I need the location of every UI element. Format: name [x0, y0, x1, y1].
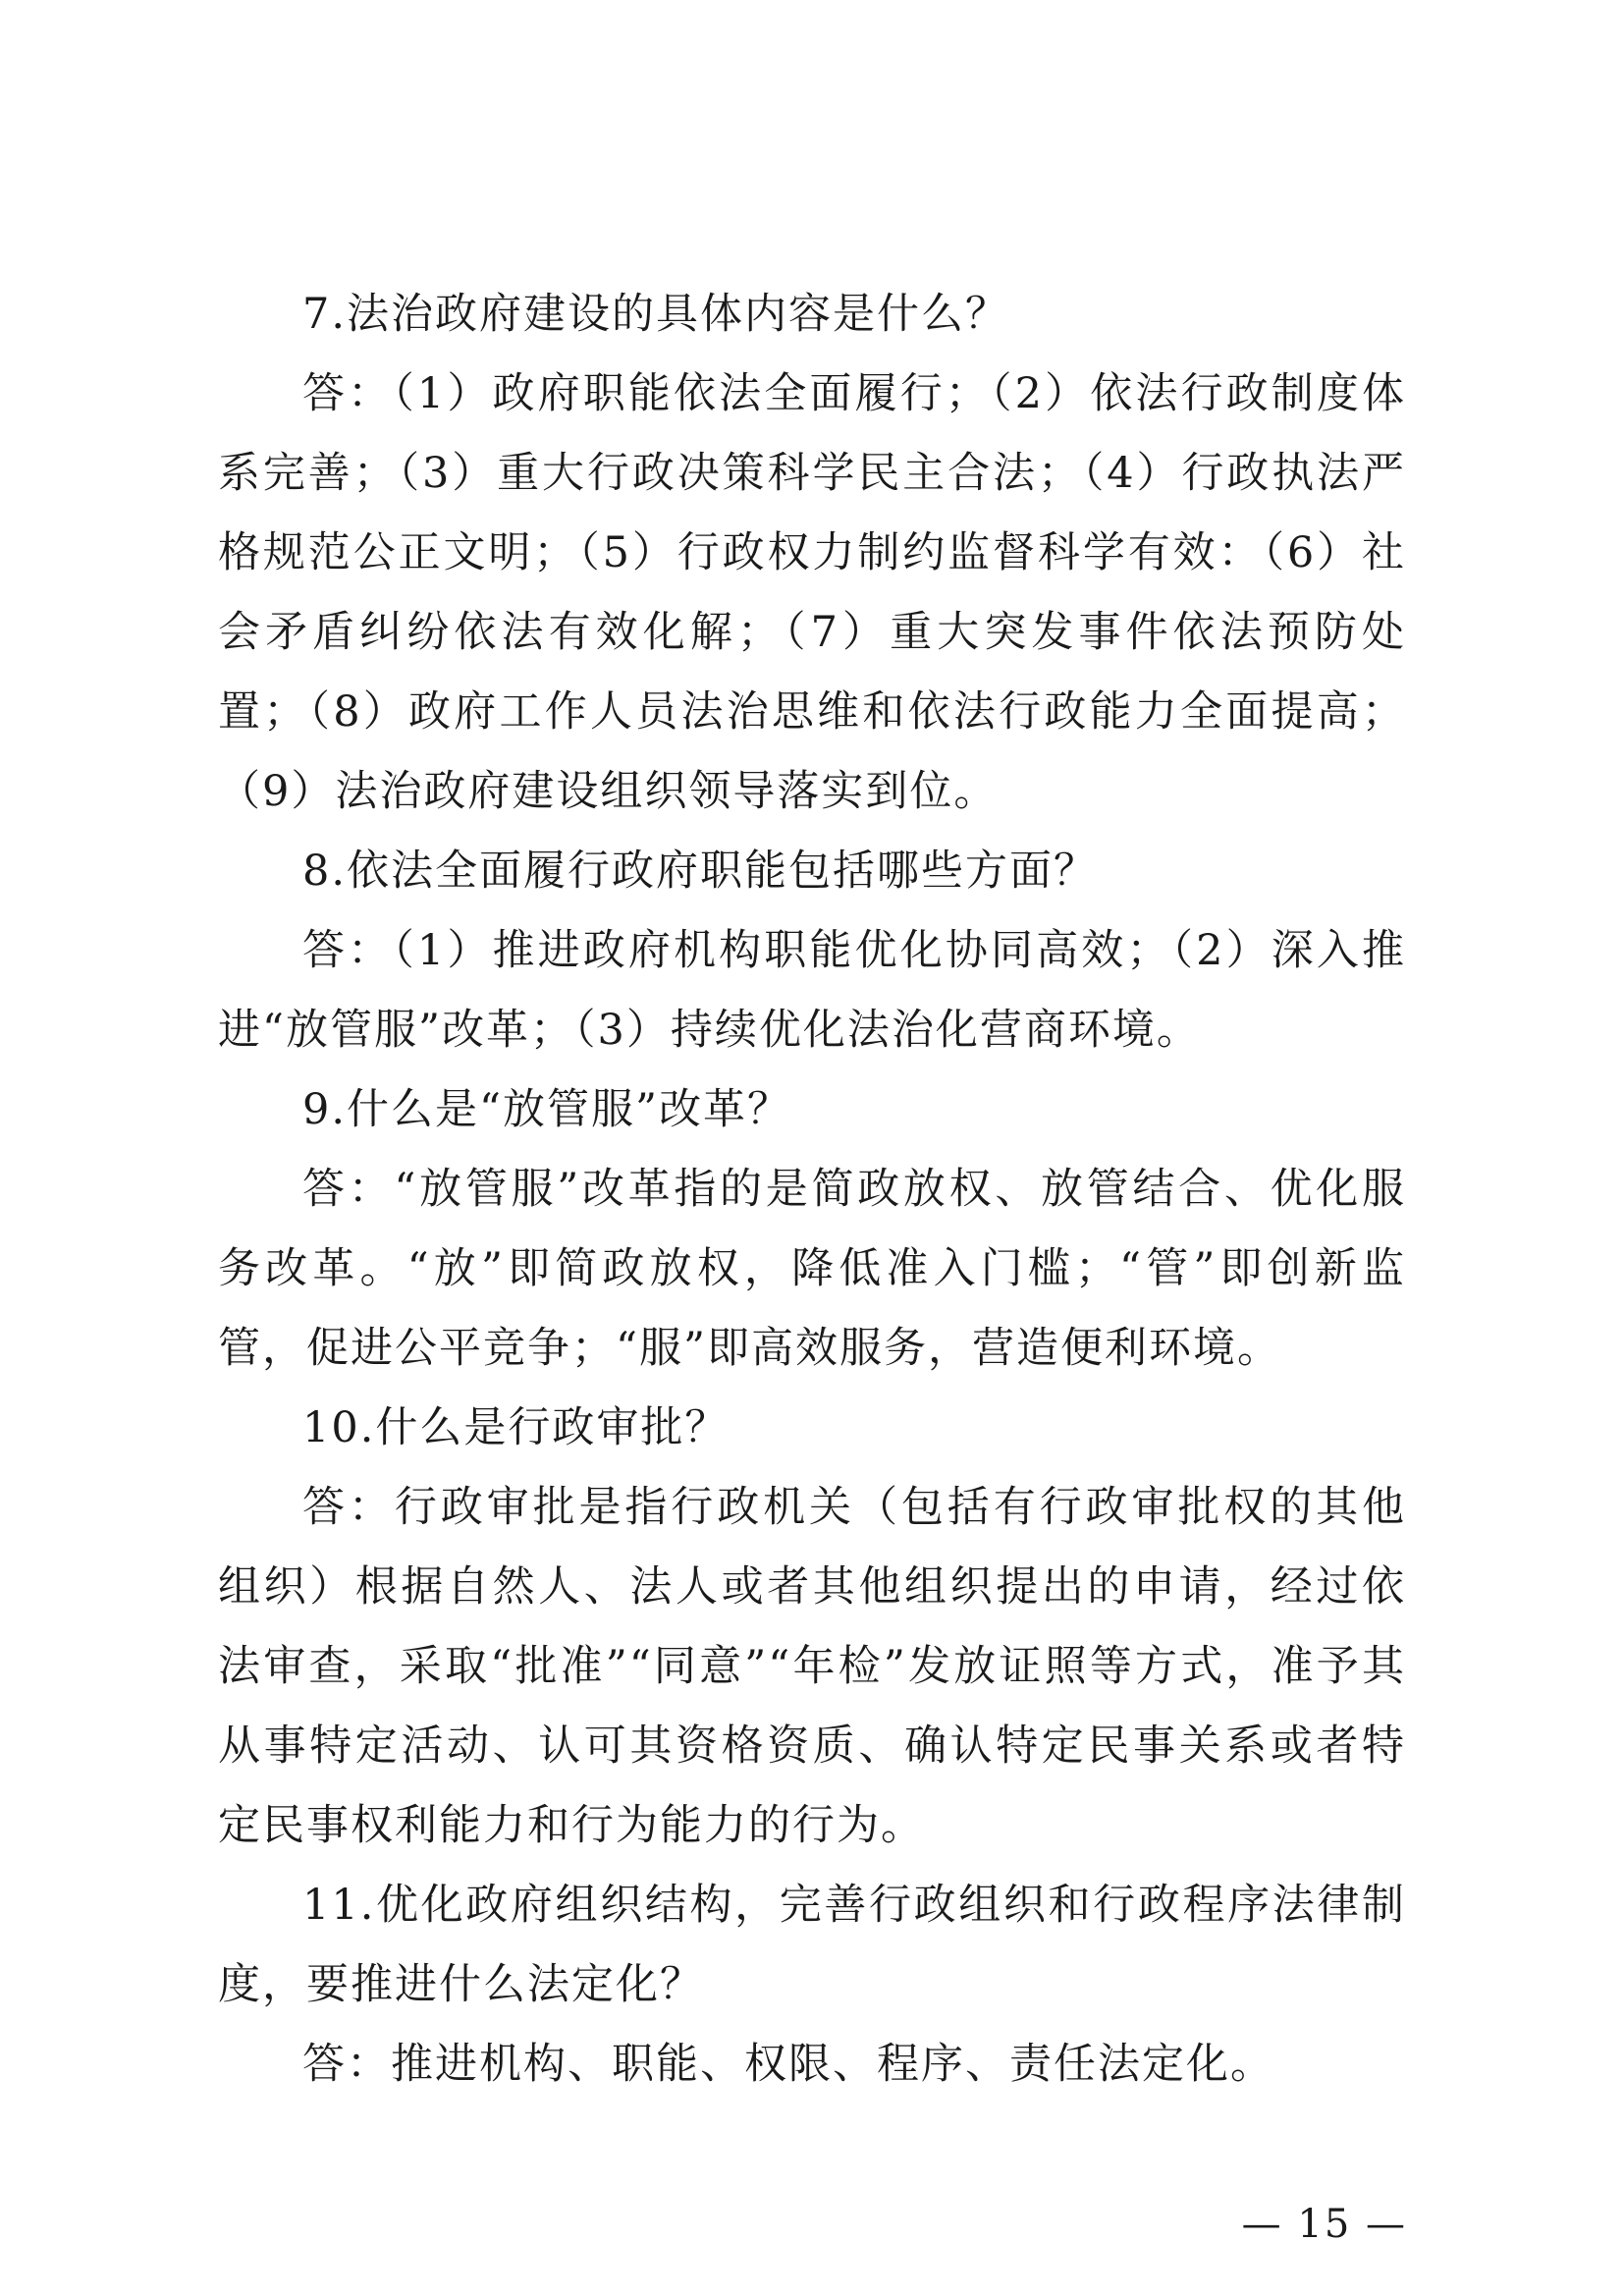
question-11: 11.优化政府组织结构，完善行政组织和行政程序法律制度，要推进什么法定化？	[218, 1881, 1406, 2009]
qa-item-7	[218, 275, 1406, 832]
question-8: 8.依法全面履行政府职能包括哪些方面？	[302, 847, 1099, 896]
question-7: 7.法治政府建设的具体内容是什么？	[302, 290, 1010, 339]
answer-11: 答：推进机构、职能、权限、程序、责任法定化。	[302, 2040, 1274, 2089]
answer-10: 答：行政审批是指行政机关（包括有行政审批权的其他组织）根据自然人、法人或者其他组织提出的申请，经过依法审查，采取“批准”“同意”“年检”发放证照等方式，准予其从事特定活动、认可其资格资质、确认特定民事关系或者特定民事权利能力和行为能力的行为。	[218, 1483, 1406, 1850]
qa-item-8	[218, 832, 1406, 1070]
qa-item-10	[218, 1389, 1406, 1866]
answer-9: 答：“放管服”改革指的是简政放权、放管结合、优化服务改革。“放”即简政放权，降低准入门槛；“管”即创新监管，促进公平竞争；“服”即高效服务，营造便利环境。	[218, 1165, 1406, 1373]
qa-item-11	[218, 1866, 1406, 2105]
answer-8: 答：（1）推进政府机构职能优化协同高效；（2）深入推进“放管服”改革；（3）持续优化法治化营商环境。	[218, 926, 1406, 1055]
document-body	[218, 275, 1406, 2105]
question-9: 9.什么是“放管服”改革？	[302, 1085, 791, 1134]
answer-7: 答：（1）政府职能依法全面履行；（2）依法行政制度体系完善；（3）重大行政决策科学民主合法；（4）行政执法严格规范公正文明；（5）行政权力制约监督科学有效：（6）社会矛盾纠纷依法有效化解；（7）重大突发事件依法预防处置；（8）政府工作人员法治思维和依法行政能力全面提高；（9）法治政府建设组织领导落实到位。	[218, 369, 1406, 816]
question-10: 10.什么是行政审批？	[302, 1403, 730, 1452]
qa-item-9	[218, 1070, 1406, 1389]
page-number: — 15 —	[1241, 2202, 1407, 2247]
